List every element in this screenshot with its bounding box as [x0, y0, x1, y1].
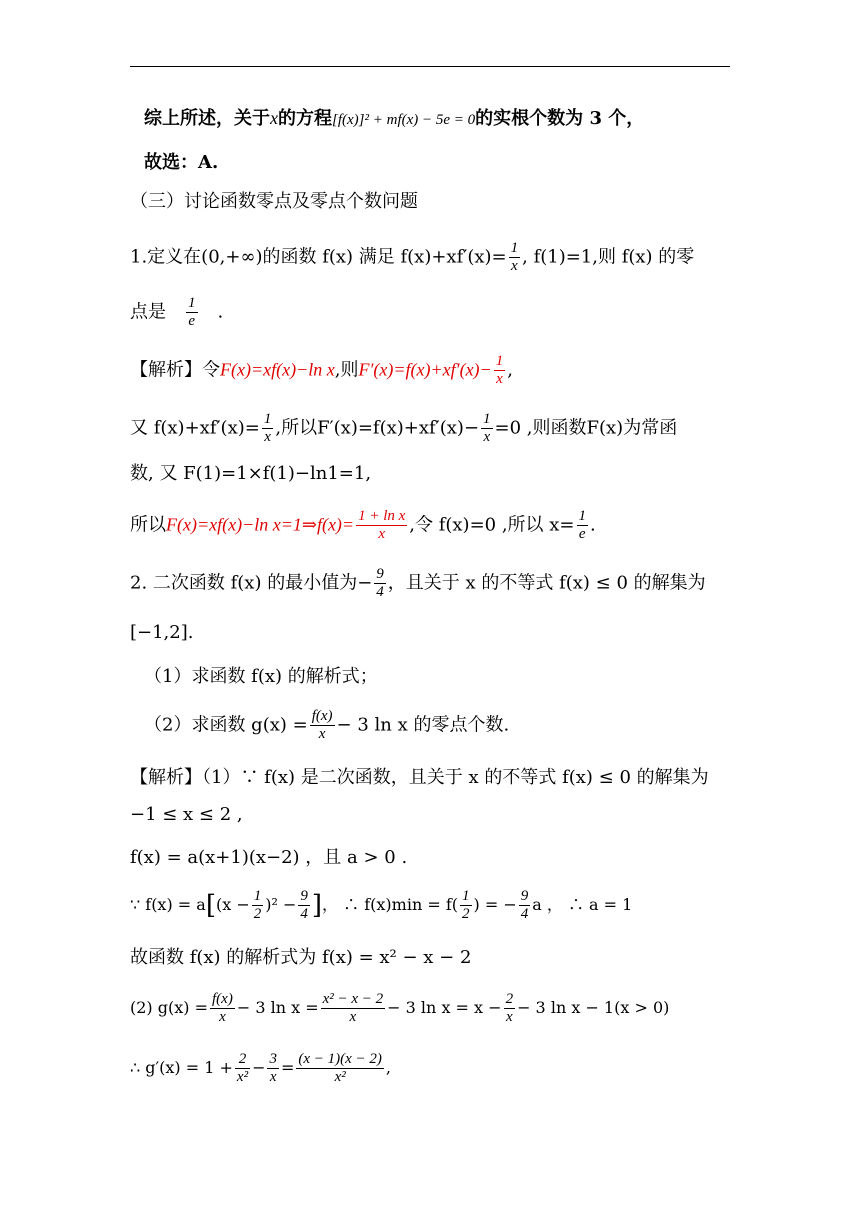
denominator: x	[318, 726, 326, 742]
text: .	[590, 514, 596, 536]
solution-2-line-2	[130, 800, 730, 830]
numerator: 3	[269, 1051, 277, 1067]
bracket-left: [	[205, 890, 216, 921]
text: ∴ g′(x) = 1 +	[130, 1058, 233, 1077]
fraction	[509, 240, 521, 275]
denominator: x	[269, 1069, 277, 1085]
fraction	[577, 508, 589, 543]
numerator: 9	[300, 888, 308, 904]
numerator: 1	[578, 508, 587, 524]
fraction	[186, 295, 198, 330]
problem-2-line-2	[130, 618, 730, 648]
fraction	[374, 566, 386, 601]
fraction	[252, 888, 264, 923]
text: − 3 ln x 的零点个数.	[336, 714, 510, 736]
denominator: e	[188, 313, 196, 329]
text: ,令 f(x)=0 ,所以 x=	[409, 514, 575, 536]
problem-2-line-1	[130, 566, 730, 601]
denominator: x²	[334, 1069, 346, 1085]
fraction	[210, 991, 235, 1026]
highlight: F′(x)=f(x)+xf′(x)−	[358, 359, 492, 380]
denominator: 2	[462, 906, 470, 922]
denominator: 4	[520, 906, 529, 922]
problem-2-part-2	[130, 708, 744, 743]
fraction	[321, 991, 386, 1026]
answer-text: 故选：A.	[144, 152, 219, 173]
denominator: x	[378, 526, 386, 542]
text: 所以	[130, 514, 166, 536]
text: 【解析】（1）∵ f(x) 是二次函数，且关于 x 的不等式 f(x) ≤ 0 的解集为	[130, 767, 709, 788]
denominator: x	[511, 258, 518, 274]
header-rule	[130, 66, 730, 67]
denominator: x	[505, 1009, 513, 1025]
text: 综上所述，关于	[144, 108, 270, 129]
text: ,则	[334, 359, 359, 381]
text: −	[252, 1058, 266, 1077]
denominator: 2	[253, 906, 262, 922]
fraction	[298, 888, 310, 923]
numerator: 9	[520, 888, 529, 904]
fraction	[519, 888, 531, 923]
denominator: 4	[376, 584, 384, 600]
highlight: F(x)=xf(x)−ln x	[220, 359, 335, 380]
text: （2）求函数 g(x) =	[144, 714, 308, 736]
fraction	[296, 1051, 384, 1086]
text: −1 ≤ x ≤ 2 ,	[130, 804, 243, 825]
text: a ， ∴ a = 1	[532, 895, 633, 914]
solution-2-line-4	[130, 888, 730, 923]
text: 的实根个数为 3 个，	[475, 108, 645, 129]
solution-2-line-7	[130, 1051, 730, 1086]
text: ,所以F′(x)=f(x)+xf′(x)−	[275, 417, 480, 439]
numerator: f(x)	[212, 991, 233, 1007]
text: .	[217, 301, 224, 323]
text: )² −	[265, 895, 297, 914]
fraction	[460, 888, 472, 923]
denominator: x	[483, 429, 491, 445]
solution-1-line-2	[130, 411, 730, 446]
numerator: 2	[505, 991, 514, 1007]
conclusion-line	[130, 103, 744, 135]
section-heading	[130, 187, 730, 217]
solution-1-line-3	[130, 459, 730, 489]
fraction	[310, 708, 335, 743]
fraction	[235, 1051, 250, 1086]
denominator: e	[578, 526, 586, 542]
fraction	[504, 991, 516, 1026]
answer-blank	[166, 295, 218, 330]
solution-1-line-4	[130, 508, 730, 543]
answer-line	[130, 148, 744, 178]
fraction	[356, 508, 407, 543]
text: 点是	[130, 301, 166, 323]
text: ∵ f(x) = a	[130, 895, 206, 914]
numerator: 1	[495, 353, 504, 369]
numerator: (x − 1)(x − 2)	[298, 1051, 382, 1067]
text: f(x) = a(x+1)(x−2) ，且 a > 0 .	[130, 847, 408, 868]
text: ， ∴ f(x)min = f(	[322, 895, 458, 914]
numerator: 1 + ln x	[358, 508, 406, 524]
fraction	[262, 411, 274, 446]
fraction	[267, 1051, 279, 1086]
text: (x −	[215, 895, 250, 914]
denominator: x	[219, 1009, 226, 1025]
text: [−1,2].	[130, 622, 194, 643]
solution-2-line-6	[130, 991, 730, 1026]
text: 2. 二次函数 f(x) 的最小值为−	[130, 572, 373, 594]
section-title: （三）讨论函数零点及零点个数问题	[130, 191, 418, 212]
text: ,	[385, 1058, 392, 1077]
numerator: 1	[483, 411, 491, 427]
problem-2-part-1	[130, 662, 744, 692]
denominator: x	[349, 1009, 357, 1025]
text: 数, 又 F(1)=1×f(1)−ln1=1,	[130, 463, 372, 484]
text: ) = −	[473, 895, 517, 914]
text: − 3 ln x − 1(x > 0)	[517, 998, 670, 1017]
text: (2) g(x) =	[130, 998, 208, 1017]
solution-2-line-5	[130, 943, 730, 973]
var-x: x	[270, 108, 278, 128]
text: , f(1)=1,则 f(x) 的零	[522, 246, 695, 268]
text: 又 f(x)+xf′(x)=	[130, 417, 260, 439]
text: =	[280, 1058, 295, 1077]
solution-2-line-1	[130, 763, 730, 793]
text: 1.定义在(0,+∞)的函数 f(x) 满足 f(x)+xf′(x)=	[130, 246, 507, 268]
numerator: f(x)	[311, 708, 333, 724]
text: 故函数 f(x) 的解析式为 f(x) = x² − x − 2	[130, 947, 472, 968]
text: − 3 ln x = x −	[387, 998, 502, 1017]
text: （1）求函数 f(x) 的解析式；	[144, 666, 378, 687]
bracket-right: ]	[311, 890, 323, 921]
numerator: 9	[376, 566, 384, 582]
text: ，且关于 x 的不等式 f(x) ≤ 0 的解集为	[387, 572, 706, 594]
numerator: 1	[462, 888, 470, 904]
text: =0 ,则函数F(x)为常函	[494, 417, 678, 439]
fraction	[494, 353, 506, 388]
text: 的方程	[278, 108, 332, 129]
problem-1-line-1	[130, 240, 730, 275]
numerator: 1	[510, 240, 519, 256]
text: − 3 ln x =	[236, 998, 319, 1017]
solution-2-line-3	[130, 843, 730, 873]
text: 【解析】令	[130, 359, 220, 381]
numerator: 1	[253, 888, 262, 904]
solution-1-line-1	[130, 353, 730, 388]
text: ,	[507, 359, 513, 381]
numerator: 1	[188, 295, 196, 311]
equation: [f(x)]² + mf(x) − 5e = 0	[332, 112, 476, 128]
problem-1-line-2	[130, 295, 730, 330]
denominator: x²	[236, 1069, 249, 1085]
denominator: 4	[300, 906, 308, 922]
numerator: 2	[235, 1051, 250, 1069]
numerator: 1	[263, 411, 272, 427]
numerator: x² − x − 2	[322, 991, 384, 1007]
highlight: F(x)=xf(x)−ln x=1⇒f(x)=	[166, 514, 355, 535]
fraction	[481, 411, 493, 446]
denominator: x	[496, 371, 503, 387]
denominator: x	[264, 429, 271, 445]
